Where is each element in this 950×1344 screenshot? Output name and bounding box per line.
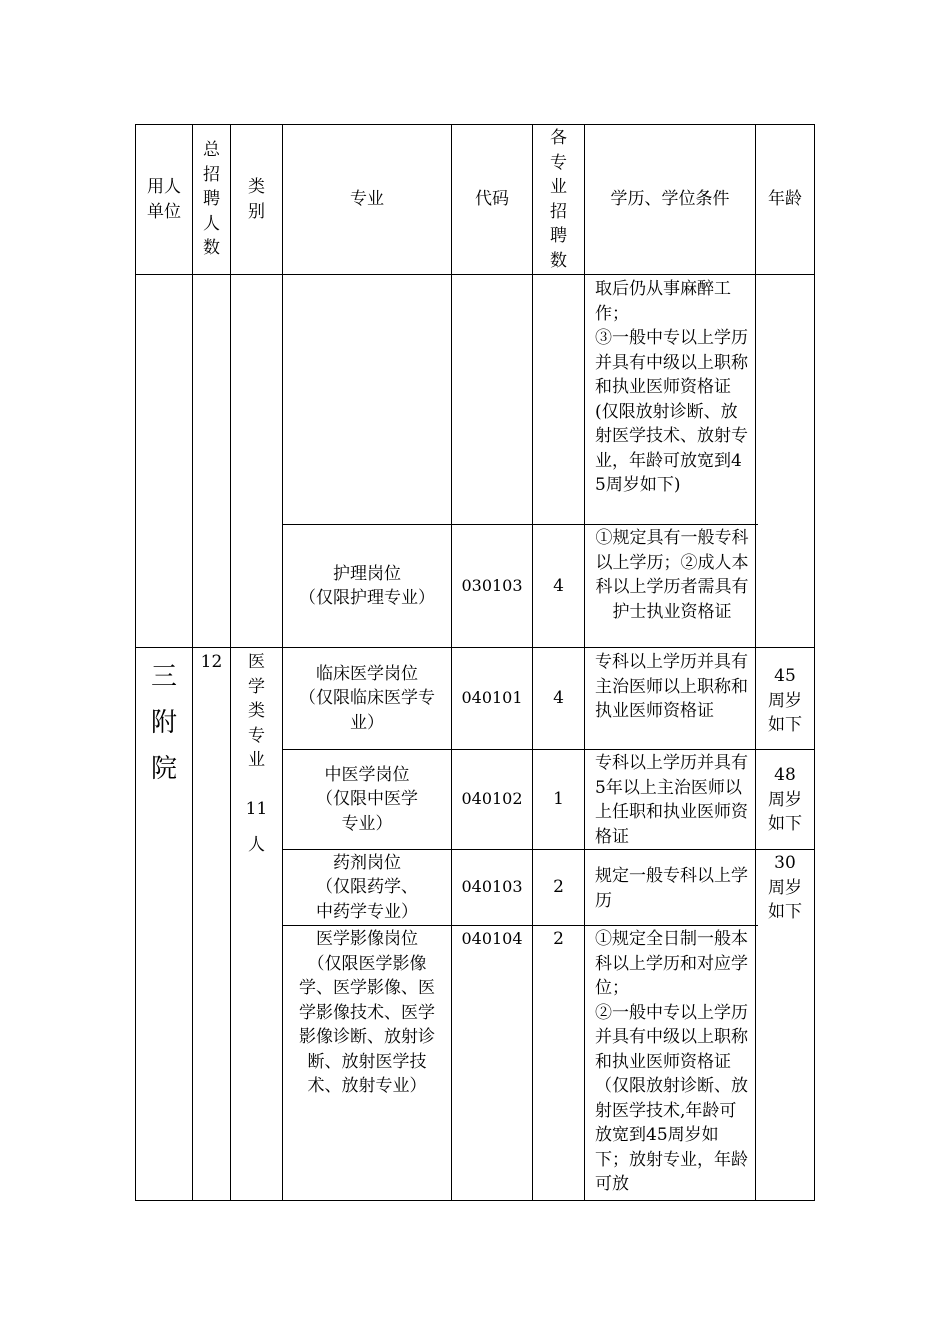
table-row-count: 2	[553, 877, 564, 898]
table-row-age: 45 周岁 如下	[768, 666, 802, 735]
table-row-code: 040101	[461, 688, 523, 708]
header-unit: 用人单位	[147, 177, 181, 222]
nursing-edu: ①规定具有一般专科以上学历；②成人本科以上学历者需具有 护士执业资格证	[595, 528, 749, 622]
header-age: 年龄	[768, 189, 802, 210]
table-row-edu: 规定一般专科以上学历	[595, 866, 748, 911]
table-row-major: 药剂岗位 （仅限药学、 中药学专业）	[316, 852, 418, 922]
table-row-age: 30 周岁 如下	[768, 853, 802, 922]
header-category: 类别	[248, 177, 265, 222]
header-major: 专业	[350, 189, 384, 210]
category-label: 医学类专业	[248, 652, 265, 770]
total-count: 12	[200, 652, 223, 672]
table-row-age: 48 周岁 如下	[768, 765, 802, 834]
table-row-code: 040102	[461, 789, 523, 809]
table-row-count: 4	[553, 688, 564, 709]
table-row-count: 2	[553, 929, 564, 949]
nursing-code: 030103	[461, 575, 523, 595]
table-row-major: 中医学岗位 （仅限中医学 专业）	[316, 764, 418, 834]
header-count: 各专业招聘数	[550, 128, 567, 271]
category-count: 11	[245, 798, 268, 819]
table-row-edu: 专科以上学历并具有5年以上主治医师以上任职和执业医师资格证	[595, 753, 748, 847]
table-row-edu: 专科以上学历并具有主治医师以上职称和执业医师资格证	[595, 652, 748, 721]
table-row-major: 临床医学岗位 （仅限临床医学专业）	[299, 663, 435, 733]
table-row-major: 医学影像岗位 （仅限医学影像学、医学影像、医学影像技术、医学影像诊断、放射诊断、放射医学技术、放射专业）	[299, 929, 435, 1096]
table-row-code: 040104	[461, 929, 523, 948]
cont-edu-cell: 取后仍从事麻醉工作； ③一般中专以上学历并具有中级以上职称和执业医师资格证(仅限放射诊断、放射医学技术、放射专业，年龄可放宽到45周岁如下)	[595, 279, 748, 495]
recruitment-table	[135, 124, 815, 1201]
nursing-count: 4	[553, 575, 564, 596]
header-edu: 学历、学位条件	[610, 189, 730, 210]
nursing-major: 护理岗位 （仅限护理专业）	[299, 563, 435, 608]
header-code: 代码	[475, 189, 509, 210]
header-total: 总招聘人数	[203, 140, 220, 259]
category-unit: 人	[248, 835, 265, 855]
table-row-code: 040103	[461, 877, 523, 897]
unit-name: 三附院	[151, 662, 178, 784]
table-row-edu: ①规定全日制一般本科以上学历和对应学位； ②一般中专以上学历并具有中级以上职称和执业医师资格证（仅限放射诊断、放射医学技术,年龄可放宽到45周岁如下；放射专业，年龄可放	[595, 929, 748, 1194]
table-row-count: 1	[553, 789, 564, 810]
